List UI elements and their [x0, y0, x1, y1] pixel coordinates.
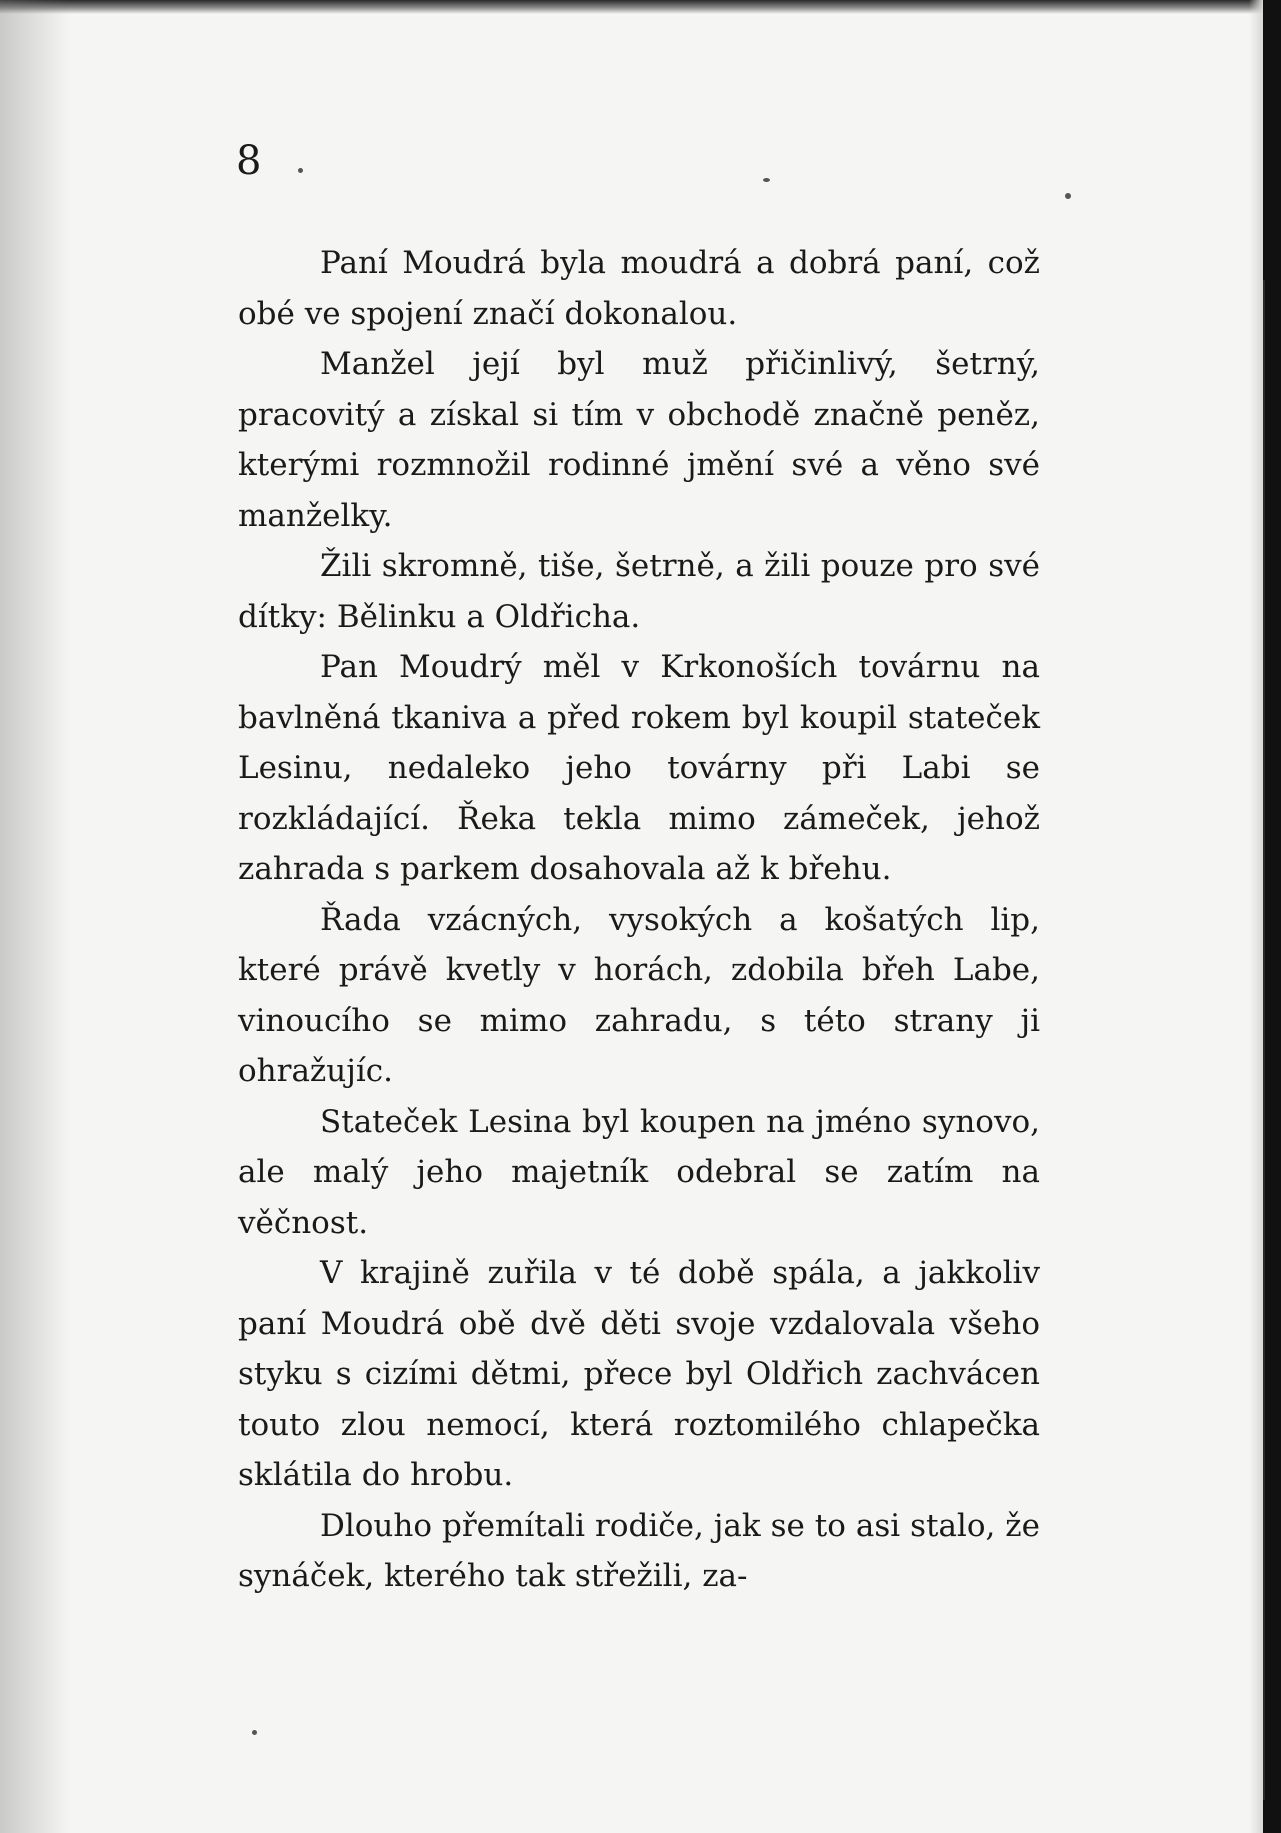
page-number: 8: [236, 138, 262, 184]
scan-right-shading: [1249, 0, 1263, 1833]
ink-speck: [763, 178, 770, 182]
paragraph: Pan Moudrý měl v Krkonoších továrnu na bavlněná tkaniva a před rokem byl koupil stateček Lesinu, nedaleko jeho továrny při Labi se rozkládající. Řeka tekla mimo zámeček, jehož zahrada s parkem dosahovala až k břehu.: [238, 649, 1040, 887]
paragraph: Paní Moudrá byla moudrá a dobrá paní, což obé ve spojení značí dokonalou.: [238, 245, 1040, 332]
ink-speck: [298, 168, 303, 173]
body-text: [238, 238, 1040, 1602]
paragraph: Řada vzácných, vysokých a košatých lip, které právě kvetly v horách, zdobila břeh Labe, vinoucího se mimo zahradu, s této strany ji ohražujíc.: [238, 901, 1040, 1089]
paragraph: Žili skromně, tiše, šetrně, a žili pouze pro své dítky: Bělinku a Oldřicha.: [238, 548, 1040, 635]
paragraph: Stateček Lesina byl koupen na jméno synovo, ale malý jeho majetník odebral se zatím na věčnost.: [238, 1103, 1040, 1241]
ink-speck: [252, 1730, 257, 1735]
paragraph: Dlouho přemítali rodiče, jak se to asi stalo, že synáček, kterého tak střežili, za-: [238, 1507, 1040, 1594]
scan-gutter-shadow: [0, 0, 70, 1833]
scan-right-edge: [1263, 0, 1281, 1833]
scan-top-shadow: [0, 0, 1281, 14]
ink-speck: [1065, 193, 1071, 199]
paragraph: V krajině zuřila v té době spála, a jakkoliv paní Moudrá obě dvě děti svoje vzdalovala všeho styku s cizími dětmi, přece byl Oldřich zachvácen touto zlou nemocí, která roztomilého chlapečka sklátila do hrobu.: [238, 1255, 1040, 1493]
margin-rule-line: [1263, 280, 1265, 1800]
paragraph: Manžel její byl muž přičinlivý, šetrný, pracovitý a získal si tím v obchodě značně peněz, kterými rozmnožil rodinné jmění své a věno své manželky.: [238, 346, 1040, 534]
